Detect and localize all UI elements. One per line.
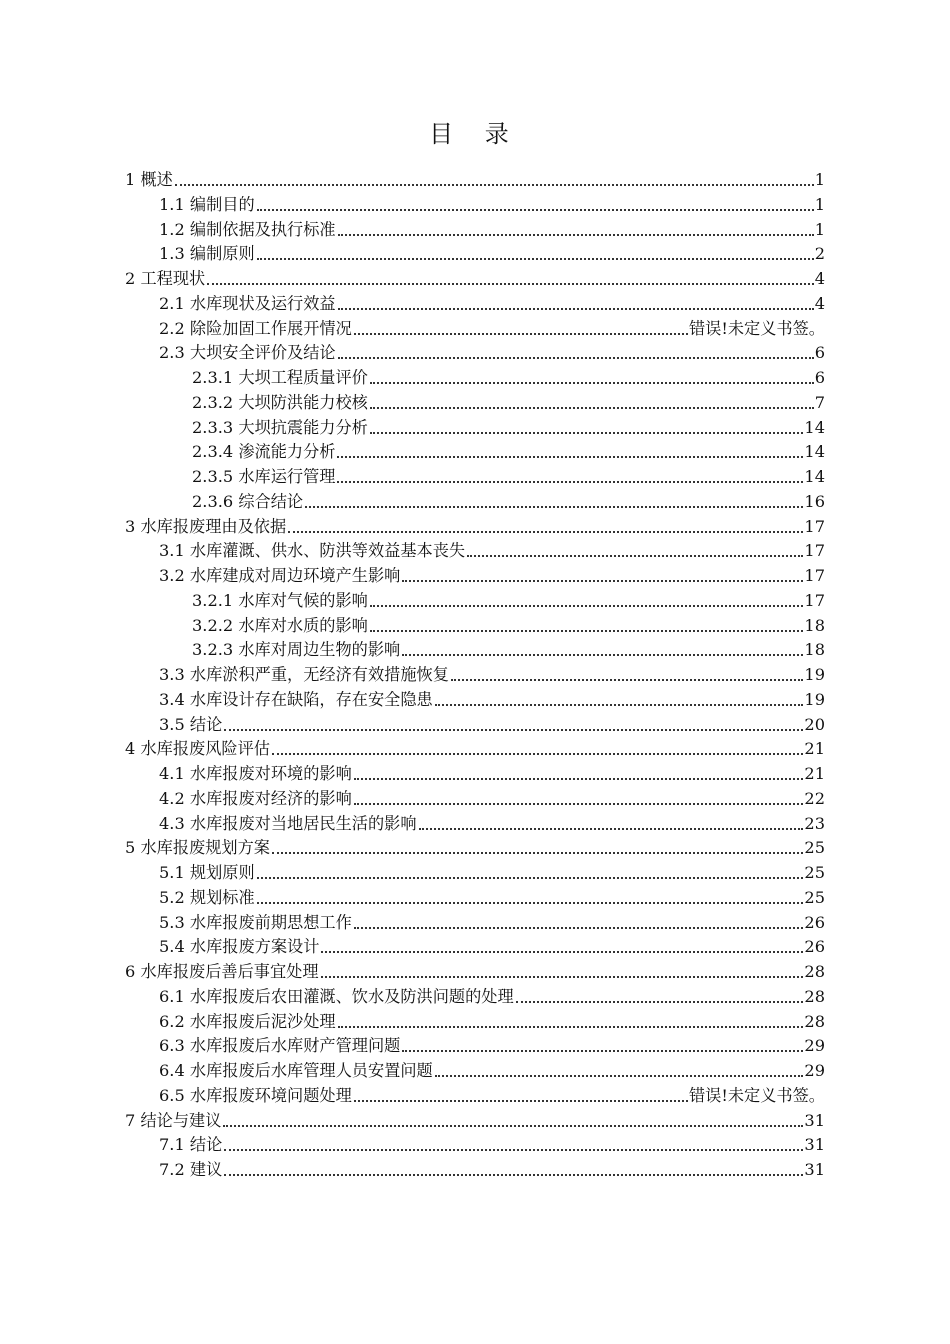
toc-entry[interactable]	[192, 462, 825, 487]
toc-entry-page: 4	[814, 269, 825, 288]
toc-leader-dots	[257, 197, 814, 211]
toc-entry[interactable]	[159, 685, 825, 710]
toc-entry-label: 6.2 水库报废后泥沙处理	[159, 1011, 336, 1031]
toc-entry-label: 2.3.3 大坝抗震能力分析	[192, 417, 368, 437]
toc-leader-dots	[370, 370, 814, 384]
toc-entry-page: 26	[804, 937, 825, 957]
toc-entry-label: 5.4 水库报废方案设计	[159, 937, 320, 957]
toc-entry-label: 6 水库报废后善后事宜处理	[125, 962, 319, 981]
toc-entry[interactable]	[192, 437, 825, 462]
toc-leader-dots	[402, 1038, 803, 1052]
toc-entry-page: 4	[814, 293, 825, 313]
toc-leader-dots	[257, 246, 814, 260]
toc-entry[interactable]	[159, 190, 825, 215]
toc-entry-page: 1	[814, 194, 825, 214]
toc-entry-page: 14	[804, 417, 825, 437]
toc-entry[interactable]	[159, 536, 825, 561]
toc-leader-dots	[305, 494, 803, 508]
toc-entry-label: 1.3 编制原则	[159, 244, 255, 264]
toc-entry-page: 21	[804, 739, 825, 759]
toc-entry-label: 3.2.3 水库对周边生物的影响	[192, 640, 401, 660]
toc-entry-label: 3.2.1 水库对气候的影响	[192, 590, 368, 610]
toc-entry-page: 14	[804, 442, 825, 462]
toc-entry-page: 2	[814, 244, 825, 264]
toc-entry-page: 1	[814, 219, 825, 239]
toc-entry[interactable]	[125, 264, 825, 289]
toc-entry[interactable]	[125, 957, 825, 982]
toc-leader-dots	[354, 321, 688, 335]
toc-entry-page: 31	[804, 1135, 825, 1155]
toc-leader-dots	[338, 1014, 804, 1028]
toc-entry-page: 22	[804, 788, 825, 808]
toc-entry-label: 3.2.2 水库对水质的影响	[192, 615, 368, 635]
toc-entry-page: 错误!未定义书签。	[688, 1085, 825, 1105]
toc-entry-label: 4.2 水库报废对经济的影响	[159, 788, 352, 808]
toc-entry-label: 6.5 水库报废环境问题处理	[159, 1085, 352, 1105]
toc-leader-dots	[224, 717, 803, 731]
toc-entry-label: 5 水库报废规划方案	[125, 838, 270, 858]
toc-leader-dots	[354, 1088, 688, 1102]
toc-entry-label: 7.2 建议	[159, 1160, 223, 1179]
toc-entry-page: 17	[804, 541, 825, 561]
toc-entry-page: 25	[804, 863, 825, 882]
toc-title: 目 录	[429, 120, 521, 148]
toc-entry[interactable]	[159, 784, 825, 809]
toc-entry-page: 28	[804, 1011, 825, 1031]
toc-leader-dots	[338, 345, 814, 359]
toc-entry[interactable]	[125, 165, 825, 190]
toc-leader-dots	[354, 766, 804, 780]
toc-entry-page: 17	[804, 516, 825, 536]
toc-entry-page: 16	[804, 491, 825, 511]
toc-leader-dots	[370, 618, 804, 632]
toc-entry[interactable]	[125, 734, 825, 759]
toc-leader-dots	[257, 890, 804, 904]
toc-entry-label: 3.4 水库设计存在缺陷，存在安全隐患	[159, 689, 433, 709]
toc-entry[interactable]	[125, 1106, 825, 1131]
toc-leader-dots	[257, 865, 804, 879]
toc-entry-label: 2.1 水库现状及运行效益	[159, 293, 336, 313]
toc-entry[interactable]	[159, 215, 825, 240]
toc-entry-page: 23	[804, 813, 825, 833]
toc-entry-page: 14	[804, 467, 825, 486]
toc-entry-page: 18	[804, 640, 825, 660]
toc-leader-dots	[435, 692, 804, 706]
toc-entry-page: 19	[804, 689, 825, 709]
toc-entry-page: 19	[804, 665, 825, 684]
toc-entry-page: 28	[804, 962, 825, 981]
toc-leader-dots	[224, 1137, 803, 1151]
toc-entry[interactable]	[159, 932, 825, 957]
toc-leader-dots	[354, 791, 804, 805]
toc-leader-dots	[370, 420, 804, 434]
toc-leader-dots	[337, 469, 803, 483]
toc-leader-dots	[223, 1113, 803, 1127]
toc-entry[interactable]	[159, 710, 825, 735]
toc-entry[interactable]	[125, 512, 825, 537]
toc-entry[interactable]	[159, 858, 825, 883]
toc-entry-page: 26	[804, 912, 825, 932]
toc-entry-page: 21	[804, 764, 825, 783]
toc-entry-label: 4 水库报废风险评估	[125, 739, 270, 759]
toc-leader-dots	[224, 1162, 803, 1176]
toc-leader-dots	[321, 939, 803, 953]
toc-entry[interactable]	[159, 1007, 825, 1032]
toc-entry-label: 4.3 水库报废对当地居民生活的影响	[159, 813, 417, 833]
toc-entry-label: 2.3.6 综合结论	[192, 491, 304, 511]
toc-entry-label: 6.1 水库报废后农田灌溉、饮水及防洪问题的处理	[159, 986, 514, 1006]
toc-entry-page: 18	[804, 615, 825, 635]
toc-entry[interactable]	[125, 833, 825, 858]
toc-entry-label: 3.3 水库淤积严重，无经济有效措施恢复	[159, 665, 449, 684]
toc-entry-label: 3.2 水库建成对周边环境产生影响	[159, 566, 401, 585]
toc-entry-page: 25	[804, 838, 825, 858]
toc-entry[interactable]	[159, 289, 825, 314]
toc-entry-page: 17	[804, 566, 825, 585]
toc-entry-label: 4.1 水库报废对环境的影响	[159, 764, 352, 783]
toc-leader-dots	[272, 741, 803, 755]
toc-leader-dots	[419, 816, 804, 830]
toc-entry-label: 2.3.5 水库运行管理	[192, 467, 336, 486]
toc-entry-page: 7	[814, 392, 825, 412]
toc-entry-label: 5.2 规划标准	[159, 887, 255, 907]
toc-entry[interactable]	[192, 388, 825, 413]
toc-entry[interactable]	[192, 363, 825, 388]
toc-leader-dots	[451, 667, 804, 681]
toc-entry-label: 3.5 结论	[159, 714, 223, 734]
toc-entry-label: 1.2 编制依据及执行标准	[159, 219, 336, 239]
toc-entry[interactable]	[159, 561, 825, 586]
toc-leader-dots	[207, 271, 813, 285]
toc-leader-dots	[402, 642, 803, 656]
toc-entry-page: 25	[804, 887, 825, 907]
toc-entry[interactable]	[159, 239, 825, 264]
toc-entry[interactable]	[159, 1130, 825, 1155]
toc-leader-dots	[435, 1063, 804, 1077]
toc-entry[interactable]	[159, 1056, 825, 1081]
toc-leader-dots	[467, 543, 803, 557]
toc-entry-label: 2.3.2 大坝防洪能力校核	[192, 392, 368, 412]
toc-entry-label: 5.1 规划原则	[159, 863, 255, 882]
toc-entry-page: 1	[814, 170, 825, 189]
toc-entry-label: 2 工程现状	[125, 269, 206, 288]
toc-entry-page: 17	[804, 590, 825, 610]
toc-entry-label: 7 结论与建议	[125, 1110, 222, 1130]
toc-entry[interactable]	[159, 809, 825, 834]
toc-entry[interactable]	[159, 1155, 825, 1180]
toc-entry-page: 31	[804, 1160, 825, 1179]
toc-entry-label: 6.3 水库报废后水库财产管理问题	[159, 1036, 401, 1056]
toc-leader-dots	[370, 593, 804, 607]
toc-entry[interactable]	[159, 338, 825, 363]
toc-entry-label: 3 水库报废理由及依据	[125, 516, 287, 536]
toc-leader-dots	[272, 840, 803, 854]
toc-leader-dots	[402, 568, 803, 582]
toc-entry-page: 6	[814, 343, 825, 363]
toc-entry-page: 错误!未定义书签。	[688, 318, 825, 338]
toc-entry-label: 6.4 水库报废后水库管理人员安置问题	[159, 1061, 433, 1080]
toc-entry[interactable]	[192, 487, 825, 512]
toc-entry-label: 2.3.1 大坝工程质量评价	[192, 368, 368, 387]
toc-entry[interactable]	[192, 611, 825, 636]
toc-entry[interactable]	[159, 982, 825, 1007]
toc-leader-dots	[288, 519, 803, 533]
toc-entry-label: 3.1 水库灌溉、供水、防洪等效益基本丧失	[159, 541, 466, 561]
toc-entry-label: 2.3.4 渗流能力分析	[192, 442, 336, 462]
toc-entry-page: 20	[804, 714, 825, 734]
toc-leader-dots	[516, 989, 804, 1003]
toc-leader-dots	[338, 296, 814, 310]
toc-leader-dots	[175, 172, 814, 186]
toc-entry-label: 1.1 编制目的	[159, 194, 255, 214]
toc-entry[interactable]	[192, 413, 825, 438]
toc-entry-label: 1 概述	[125, 170, 173, 189]
toc-entry-label: 5.3 水库报废前期思想工作	[159, 912, 352, 932]
toc-entry[interactable]	[159, 660, 825, 685]
toc-entry[interactable]	[159, 883, 825, 908]
toc-entry-page: 28	[804, 986, 825, 1006]
toc-entry[interactable]	[159, 1081, 825, 1106]
toc-entry[interactable]	[159, 314, 825, 339]
toc-leader-dots	[338, 222, 814, 236]
toc-entry-page: 29	[804, 1061, 825, 1080]
toc-entry[interactable]	[192, 586, 825, 611]
toc-entry[interactable]	[159, 759, 825, 784]
toc-entry-page: 31	[804, 1110, 825, 1130]
toc-leader-dots	[370, 395, 814, 409]
toc-entry-label: 2.2 除险加固工作展开情况	[159, 318, 352, 338]
toc-entry-page: 29	[804, 1036, 825, 1056]
toc-leader-dots	[354, 915, 804, 929]
toc-entry-label: 2.3 大坝安全评价及结论	[159, 343, 336, 363]
toc-leader-dots	[337, 444, 803, 458]
toc-entry[interactable]	[159, 1031, 825, 1056]
toc-entry-page: 6	[814, 368, 825, 387]
toc-entry-label: 7.1 结论	[159, 1135, 223, 1155]
toc-leader-dots	[321, 964, 804, 978]
toc-entry[interactable]	[159, 908, 825, 933]
toc-entry[interactable]	[192, 635, 825, 660]
